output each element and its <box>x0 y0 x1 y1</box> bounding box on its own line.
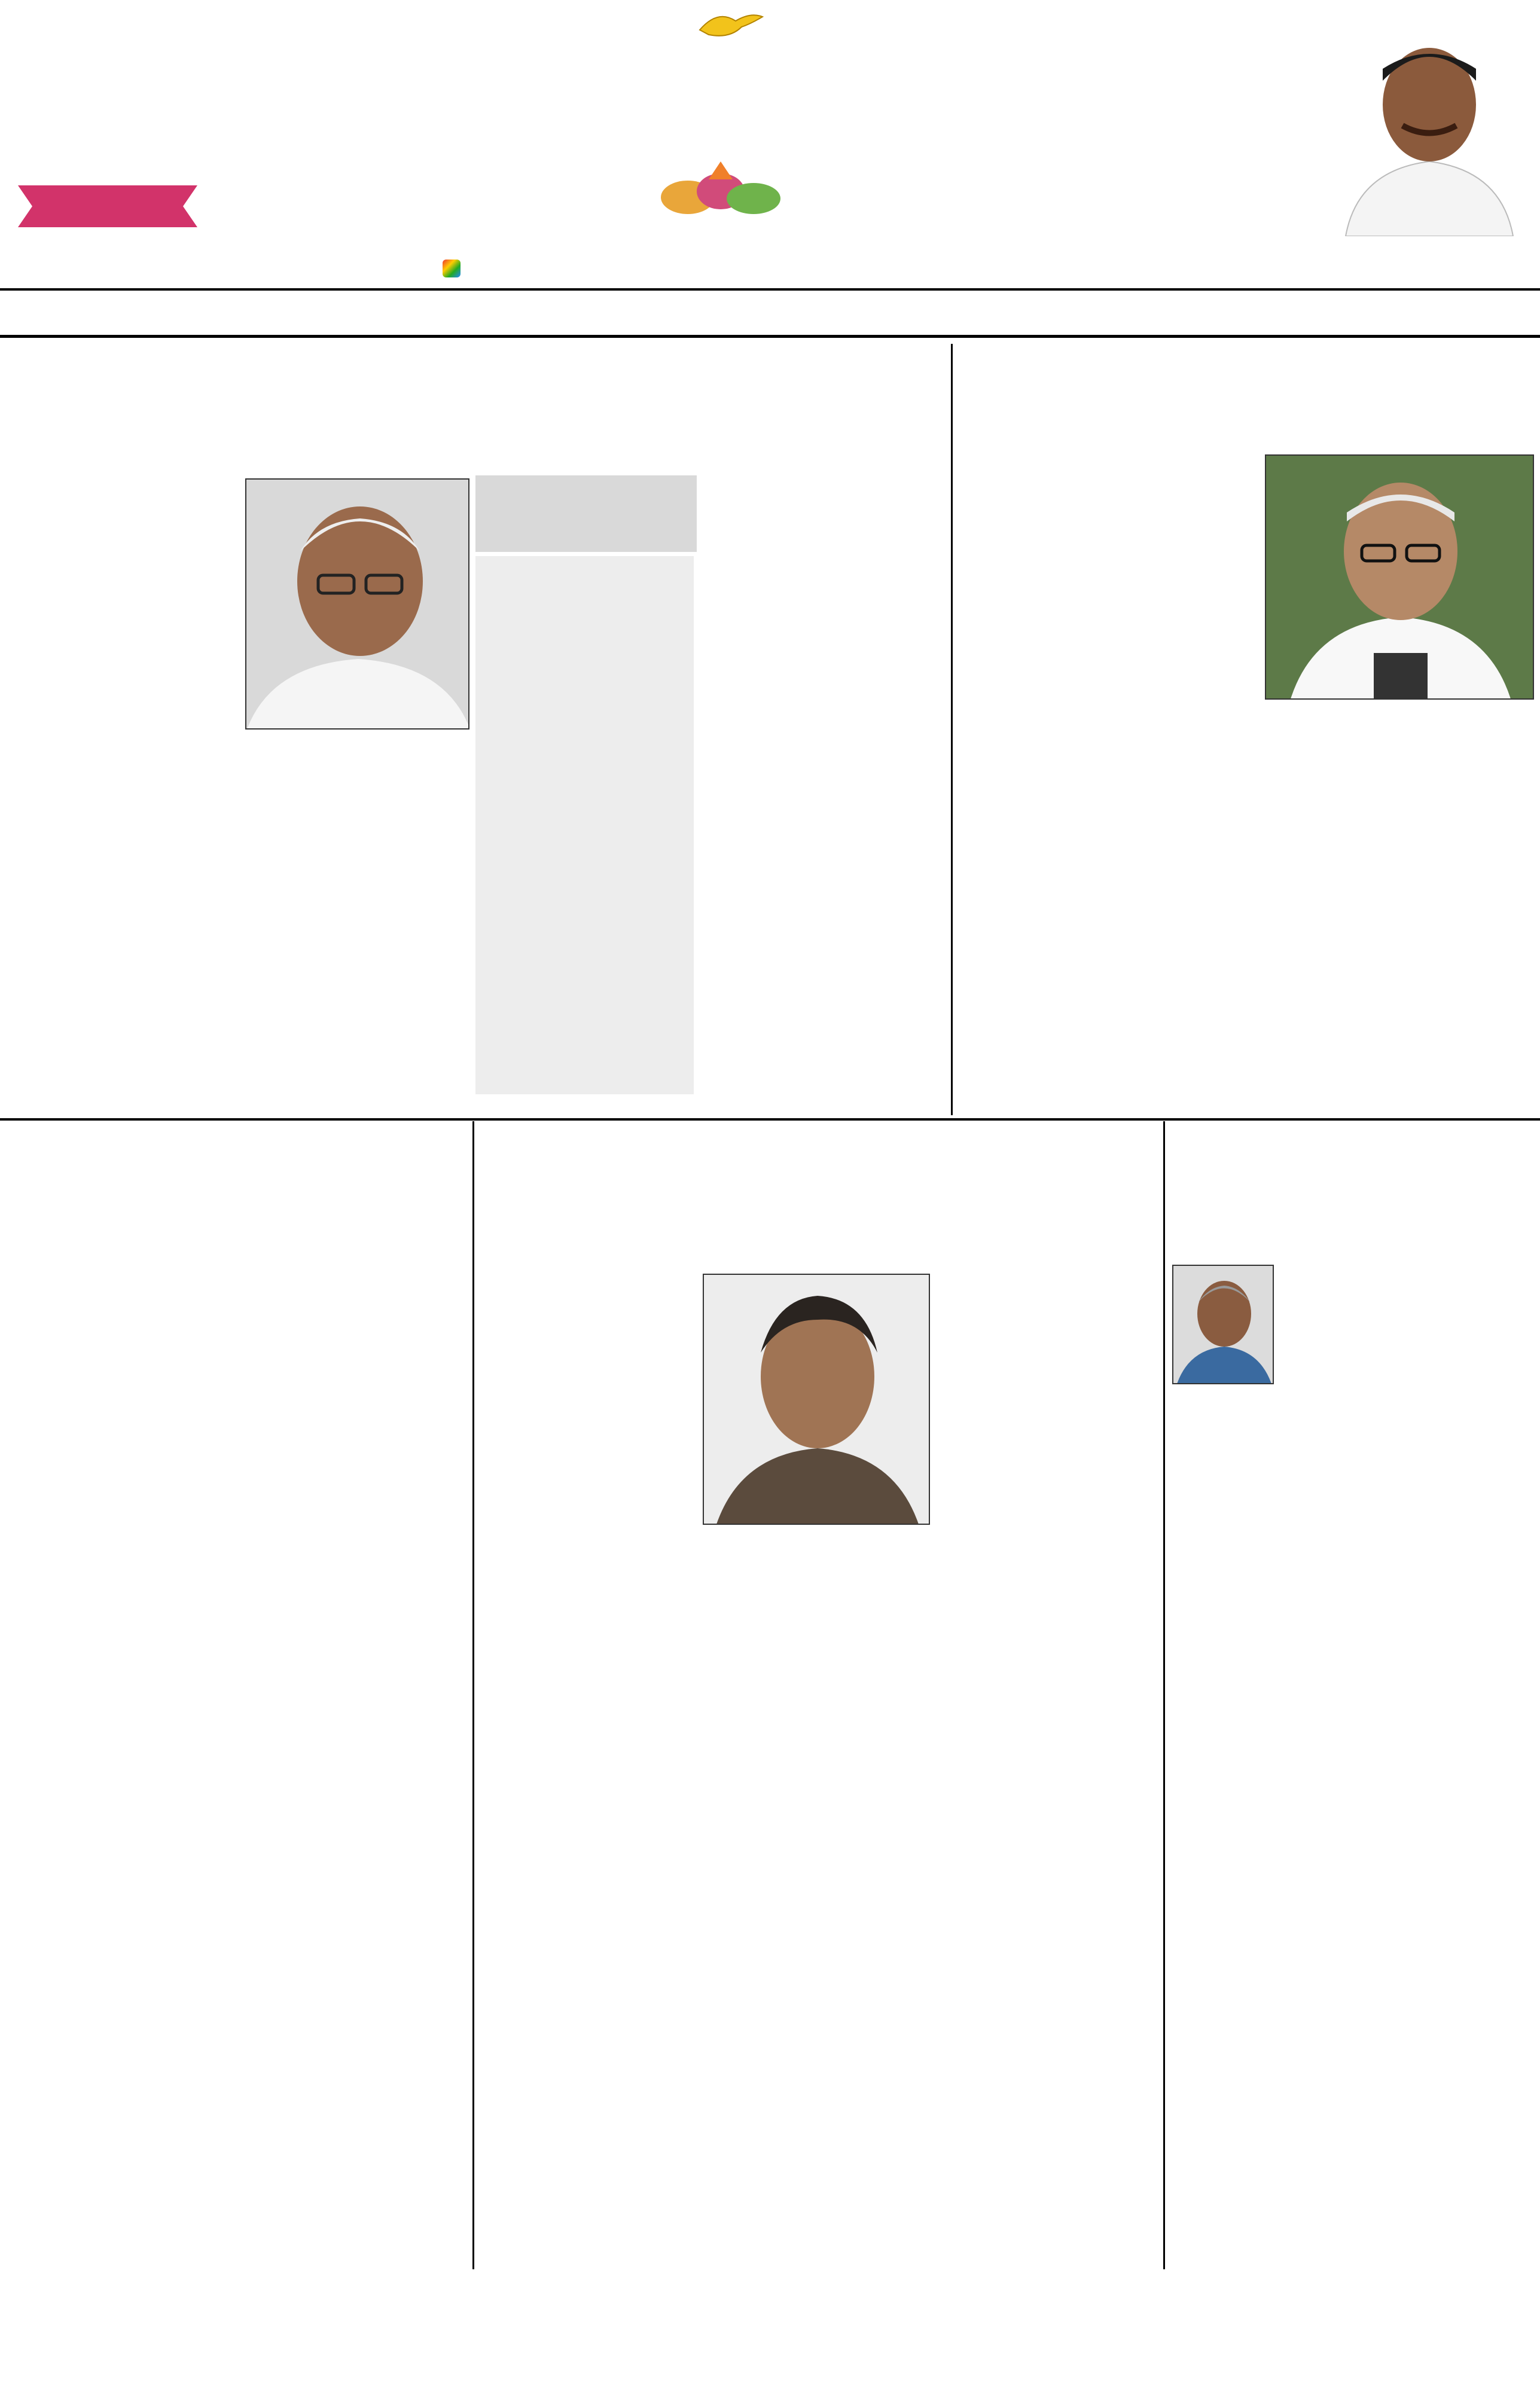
page-count <box>1453 297 1537 330</box>
masthead <box>0 0 1540 305</box>
story1-box-title <box>475 475 697 552</box>
issue-number <box>891 297 1041 330</box>
dove-logo-icon <box>694 6 766 42</box>
issue-date <box>1047 297 1298 330</box>
pmg-number <box>311 297 613 330</box>
meta-top-rule <box>0 288 1540 291</box>
rni-number <box>9 297 308 330</box>
story5-col1 <box>481 1271 694 2263</box>
story4-body <box>6 1591 466 2260</box>
meta-strip <box>0 297 1540 330</box>
divider-v3 <box>1163 1121 1165 2269</box>
divider-h1 <box>0 1118 1540 1121</box>
divider-v1 <box>951 344 953 1115</box>
website-icon <box>443 260 461 277</box>
meta-bottom-rule <box>0 335 1540 338</box>
editor-photo <box>1334 21 1525 236</box>
story5-col3 <box>939 1271 1157 2263</box>
holi-pot-icon <box>652 161 789 215</box>
story2-photo <box>1265 454 1534 700</box>
story3-body <box>6 1205 466 1504</box>
divider-v2 <box>472 1121 474 2269</box>
story1-box-body <box>475 556 694 1094</box>
story5-photo <box>703 1274 930 1525</box>
anniversary-ribbon <box>18 185 197 227</box>
story1-col1 <box>6 475 239 1103</box>
story1-col3 <box>705 475 932 1103</box>
story1-col2 <box>245 735 469 1103</box>
price <box>1316 297 1447 330</box>
story1-headline <box>6 401 939 472</box>
story1-box <box>475 475 697 1103</box>
founded-year <box>619 297 763 330</box>
story2-col1 <box>960 448 1259 1106</box>
story2-col2 <box>1265 706 1534 1106</box>
story4-headline <box>24 1510 455 1585</box>
story6-body <box>1172 1205 1534 2263</box>
story5-col2 <box>703 1531 930 2263</box>
story1-photo <box>245 478 469 730</box>
volume-number <box>766 297 885 330</box>
